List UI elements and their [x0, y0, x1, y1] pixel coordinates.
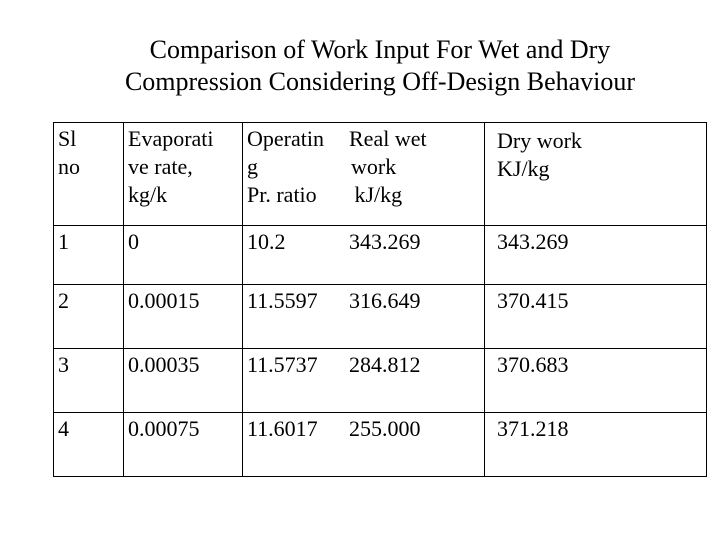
table-row	[54, 413, 707, 477]
title-line-1: Comparison of Work Input For Wet and Dry	[149, 35, 611, 64]
table-row	[54, 226, 707, 285]
cell-dry-work: 371.218	[485, 413, 707, 477]
title-line-2: Compression Considering Off-Design Behaviour	[124, 67, 636, 96]
cell-real-wet-work: 284.812	[345, 349, 485, 413]
header-real-wet-work: Real wet work kJ/kg	[345, 123, 485, 226]
cell-real-wet-work: 255.000	[345, 413, 485, 477]
cell-pr-ratio: 10.2	[243, 226, 346, 285]
page-title	[60, 34, 700, 98]
cell-dry-work: 370.683	[485, 349, 707, 413]
table-header-row	[54, 123, 707, 226]
header-sl-no: Sl no	[54, 123, 124, 226]
cell-sl-no: 2	[54, 285, 124, 349]
cell-dry-work: 343.269	[485, 226, 707, 285]
header-evaporative-rate: Evaporati ve rate, kg/k	[124, 123, 243, 226]
cell-evaporative-rate: 0	[124, 226, 243, 285]
cell-dry-work: 370.415	[485, 285, 707, 349]
cell-sl-no: 3	[54, 349, 124, 413]
header-operating-pr-ratio: Operatin g Pr. ratio	[243, 123, 346, 226]
cell-pr-ratio: 11.5597	[243, 285, 346, 349]
cell-real-wet-work: 316.649	[345, 285, 485, 349]
cell-evaporative-rate: 0.00075	[124, 413, 243, 477]
cell-evaporative-rate: 0.00015	[124, 285, 243, 349]
table-row	[54, 349, 707, 413]
cell-sl-no: 4	[54, 413, 124, 477]
comparison-table	[53, 122, 707, 477]
cell-pr-ratio: 11.5737	[243, 349, 346, 413]
cell-pr-ratio: 11.6017	[243, 413, 346, 477]
table-row	[54, 285, 707, 349]
cell-sl-no: 1	[54, 226, 124, 285]
cell-real-wet-work: 343.269	[345, 226, 485, 285]
header-dry-work: Dry work KJ/kg	[485, 123, 707, 226]
cell-evaporative-rate: 0.00035	[124, 349, 243, 413]
